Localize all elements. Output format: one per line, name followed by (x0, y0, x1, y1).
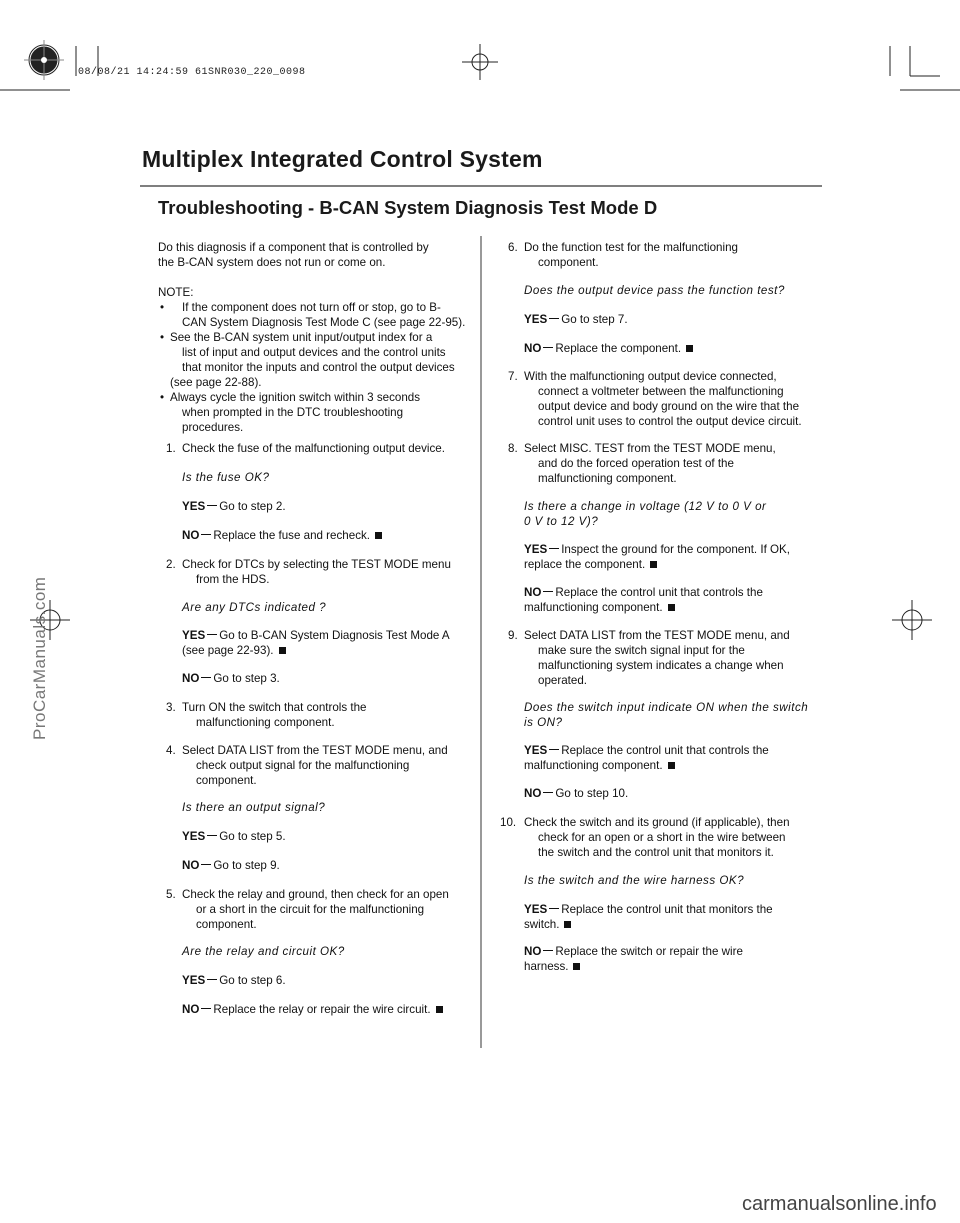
yes-branch (524, 743, 769, 758)
step-question: Are any DTCs indicated ? (182, 601, 327, 614)
dash-icon (201, 534, 211, 535)
step-number: 8. (508, 442, 518, 455)
no-label: NO (524, 342, 542, 355)
step-text: component. (196, 774, 257, 787)
yes-label: YES (182, 830, 206, 843)
yes-text: Replace the control unit that monitors the (561, 903, 773, 916)
yes-branch (524, 902, 773, 917)
step-text: Check the switch and its ground (if applicable), then (524, 816, 790, 829)
step-text: operated. (538, 674, 587, 687)
dash-icon (201, 1008, 211, 1009)
step-10 (500, 815, 790, 860)
step-4 (158, 743, 448, 788)
dash-icon (543, 950, 553, 951)
step-text: check for an open or a short in the wire between (538, 831, 786, 844)
yes-text: Go to step 2. (219, 500, 286, 513)
note-line: See the B-CAN system unit input/output index for a (170, 331, 433, 344)
yes-branch (524, 542, 790, 557)
yes-label: YES (182, 629, 206, 642)
end-square-icon (668, 604, 675, 611)
dash-icon (201, 677, 211, 678)
no-text: Replace the control unit that controls the (555, 586, 763, 599)
step-text: from the HDS. (196, 573, 270, 586)
no-text: Replace the relay or repair the wire circuit. (213, 1003, 431, 1016)
dash-icon (543, 792, 553, 793)
yes-branch (182, 628, 450, 643)
no-branch (182, 528, 382, 543)
end-square-icon (564, 921, 571, 928)
step-7 (500, 369, 802, 429)
step-number: 10. (500, 816, 517, 829)
print-stamp: 08/08/21 14:24:59 61SNR030_220_0098 (78, 67, 306, 78)
dash-icon (207, 634, 217, 635)
yes-text: replace the component. (524, 558, 646, 571)
yes-text: Go to step 7. (561, 313, 628, 326)
section-title: Troubleshooting - B-CAN System Diagnosis Test Mode D (158, 197, 658, 218)
step-question: Does the output device pass the function test? (524, 284, 785, 297)
step-text: malfunctioning component. (538, 472, 677, 485)
note-line: (see page 22-88). (170, 376, 262, 389)
step-text: malfunctioning system indicates a change when (538, 659, 784, 672)
yes-branch-cont (524, 557, 657, 572)
step-number: 2. (166, 558, 176, 571)
note-label: NOTE: (158, 286, 194, 299)
step-text: component. (538, 256, 599, 269)
note-item (158, 390, 473, 435)
page-title: Multiplex Integrated Control System (142, 146, 543, 172)
no-text: Replace the switch or repair the wire (555, 945, 743, 958)
step-question: 0 V to 12 V)? (524, 515, 599, 528)
no-text: harness. (524, 960, 569, 973)
notes-list (158, 300, 473, 435)
no-text: Go to step 3. (213, 672, 280, 685)
step-text: Turn ON the switch that controls the (182, 701, 367, 714)
yes-label: YES (182, 500, 206, 513)
no-branch (524, 585, 763, 600)
no-text: Replace the component. (555, 342, 682, 355)
dash-icon (207, 835, 217, 836)
dash-icon (207, 505, 217, 506)
yes-text: Inspect the ground for the component. If OK, (561, 543, 790, 556)
step-1 (158, 441, 445, 456)
step-question: Is there a change in voltage (12 V to 0 V or (524, 500, 767, 513)
step-text: malfunctioning component. (196, 716, 335, 729)
no-text: Go to step 10. (555, 787, 629, 800)
note-line: list of input and output devices and the control units (182, 346, 446, 359)
dash-icon (207, 979, 217, 980)
note-line: CAN System Diagnosis Test Mode C (see page 22-95). (182, 316, 466, 329)
note-item (158, 330, 473, 390)
yes-text: Replace the control unit that controls the (561, 744, 769, 757)
note-line: If the component does not turn off or stop, go to B- (182, 301, 441, 314)
no-label: NO (182, 859, 200, 872)
step-number: 7. (508, 370, 518, 383)
step-text: Select DATA LIST from the TEST MODE menu, and (524, 629, 790, 642)
dash-icon (549, 318, 559, 319)
step-8 (500, 441, 776, 486)
left-column (158, 240, 473, 435)
yes-text: Go to step 5. (219, 830, 286, 843)
dash-icon (543, 591, 553, 592)
step-text: or a short in the circuit for the malfunctioning (196, 903, 425, 916)
yes-label: YES (524, 543, 548, 556)
no-branch-cont (524, 600, 675, 615)
side-watermark: ProCarManuals.com (30, 576, 49, 740)
step-text: With the malfunctioning output device connected, (524, 370, 777, 383)
step-text: and do the forced operation test of the (538, 457, 734, 470)
step-question: Is there an output signal? (182, 801, 326, 814)
yes-label: YES (182, 974, 206, 987)
dash-icon (549, 749, 559, 750)
step-number: 5. (166, 888, 176, 901)
no-label: NO (524, 787, 542, 800)
step-text: make sure the switch signal input for the (538, 644, 745, 657)
end-square-icon (650, 561, 657, 568)
no-branch (524, 944, 743, 959)
step-3 (158, 700, 367, 730)
dash-icon (549, 908, 559, 909)
step-question: Is the switch and the wire harness OK? (524, 874, 745, 887)
step-2 (158, 557, 451, 587)
step-text: Do the function test for the malfunctioning (524, 241, 738, 254)
no-text: Go to step 9. (213, 859, 280, 872)
end-square-icon (375, 532, 382, 539)
no-branch (182, 671, 280, 686)
step-number: 6. (508, 241, 518, 254)
intro-line: the B-CAN system does not run or come on. (158, 256, 386, 269)
bullet-icon: • (160, 301, 165, 314)
yes-label: YES (524, 744, 548, 757)
intro-paragraph (158, 240, 473, 270)
no-branch (182, 1002, 443, 1017)
note-item (158, 300, 473, 330)
footer-watermark: carmanualsonline.info (742, 1193, 937, 1215)
yes-label: YES (524, 903, 548, 916)
no-label: NO (524, 945, 542, 958)
step-5 (158, 887, 449, 932)
yes-branch (182, 499, 286, 514)
yes-text: Go to step 6. (219, 974, 286, 987)
yes-branch (524, 312, 628, 327)
end-square-icon (686, 345, 693, 352)
step-number: 4. (166, 744, 176, 757)
yes-branch (182, 973, 286, 988)
step-question: Does the switch input indicate ON when the switch (524, 701, 809, 714)
step-text: component. (196, 918, 257, 931)
no-branch (524, 341, 693, 356)
note-line: when prompted in the DTC troubleshooting (182, 406, 404, 419)
step-6 (500, 240, 738, 270)
no-text: malfunctioning component. (524, 601, 663, 614)
note-line: procedures. (182, 421, 244, 434)
step-question: Is the fuse OK? (182, 471, 270, 484)
yes-text: malfunctioning component. (524, 759, 663, 772)
step-text: the switch and the control unit that monitors it. (538, 846, 774, 859)
no-label: NO (182, 1003, 200, 1016)
step-text: Check the fuse of the malfunctioning output device. (182, 442, 445, 455)
end-square-icon (573, 963, 580, 970)
step-number: 3. (166, 701, 176, 714)
step-text: Check for DTCs by selecting the TEST MODE menu (182, 558, 451, 571)
step-text: Select MISC. TEST from the TEST MODE menu, (524, 442, 776, 455)
yes-text: switch. (524, 918, 560, 931)
no-label: NO (182, 672, 200, 685)
no-branch (524, 786, 628, 801)
note-line: that monitor the inputs and control the output devices (182, 361, 455, 374)
no-text: Replace the fuse and recheck. (213, 529, 371, 542)
step-text: Check the relay and ground, then check for an open (182, 888, 449, 901)
yes-branch-cont (524, 758, 675, 773)
yes-text: Go to B-CAN System Diagnosis Test Mode A (219, 629, 450, 642)
no-label: NO (182, 529, 200, 542)
no-label: NO (524, 586, 542, 599)
dash-icon (549, 548, 559, 549)
note-line: Always cycle the ignition switch within 3 seconds (170, 391, 421, 404)
dash-icon (543, 347, 553, 348)
no-branch-cont (524, 959, 580, 974)
end-square-icon (279, 647, 286, 654)
yes-text: (see page 22-93). (182, 644, 274, 657)
yes-branch-cont (524, 917, 571, 932)
yes-branch (182, 829, 286, 844)
bullet-icon: • (160, 331, 165, 344)
step-9 (500, 628, 790, 688)
step-text: check output signal for the malfunctioning (196, 759, 410, 772)
end-square-icon (668, 762, 675, 769)
step-text: Select DATA LIST from the TEST MODE menu, and (182, 744, 448, 757)
intro-line: Do this diagnosis if a component that is controlled by (158, 241, 429, 254)
step-question: Are the relay and circuit OK? (182, 945, 345, 958)
yes-label: YES (524, 313, 548, 326)
yes-branch-cont (182, 643, 286, 658)
end-square-icon (436, 1006, 443, 1013)
step-text: control unit uses to control the output device circuit. (538, 415, 802, 428)
bullet-icon: • (160, 391, 165, 404)
step-text: output device and body ground on the wire that the (538, 400, 800, 413)
step-number: 9. (508, 629, 518, 642)
step-text: connect a voltmeter between the malfunctioning (538, 385, 784, 398)
step-number: 1. (166, 442, 176, 455)
no-branch (182, 858, 280, 873)
dash-icon (201, 864, 211, 865)
step-question: is ON? (524, 716, 563, 729)
